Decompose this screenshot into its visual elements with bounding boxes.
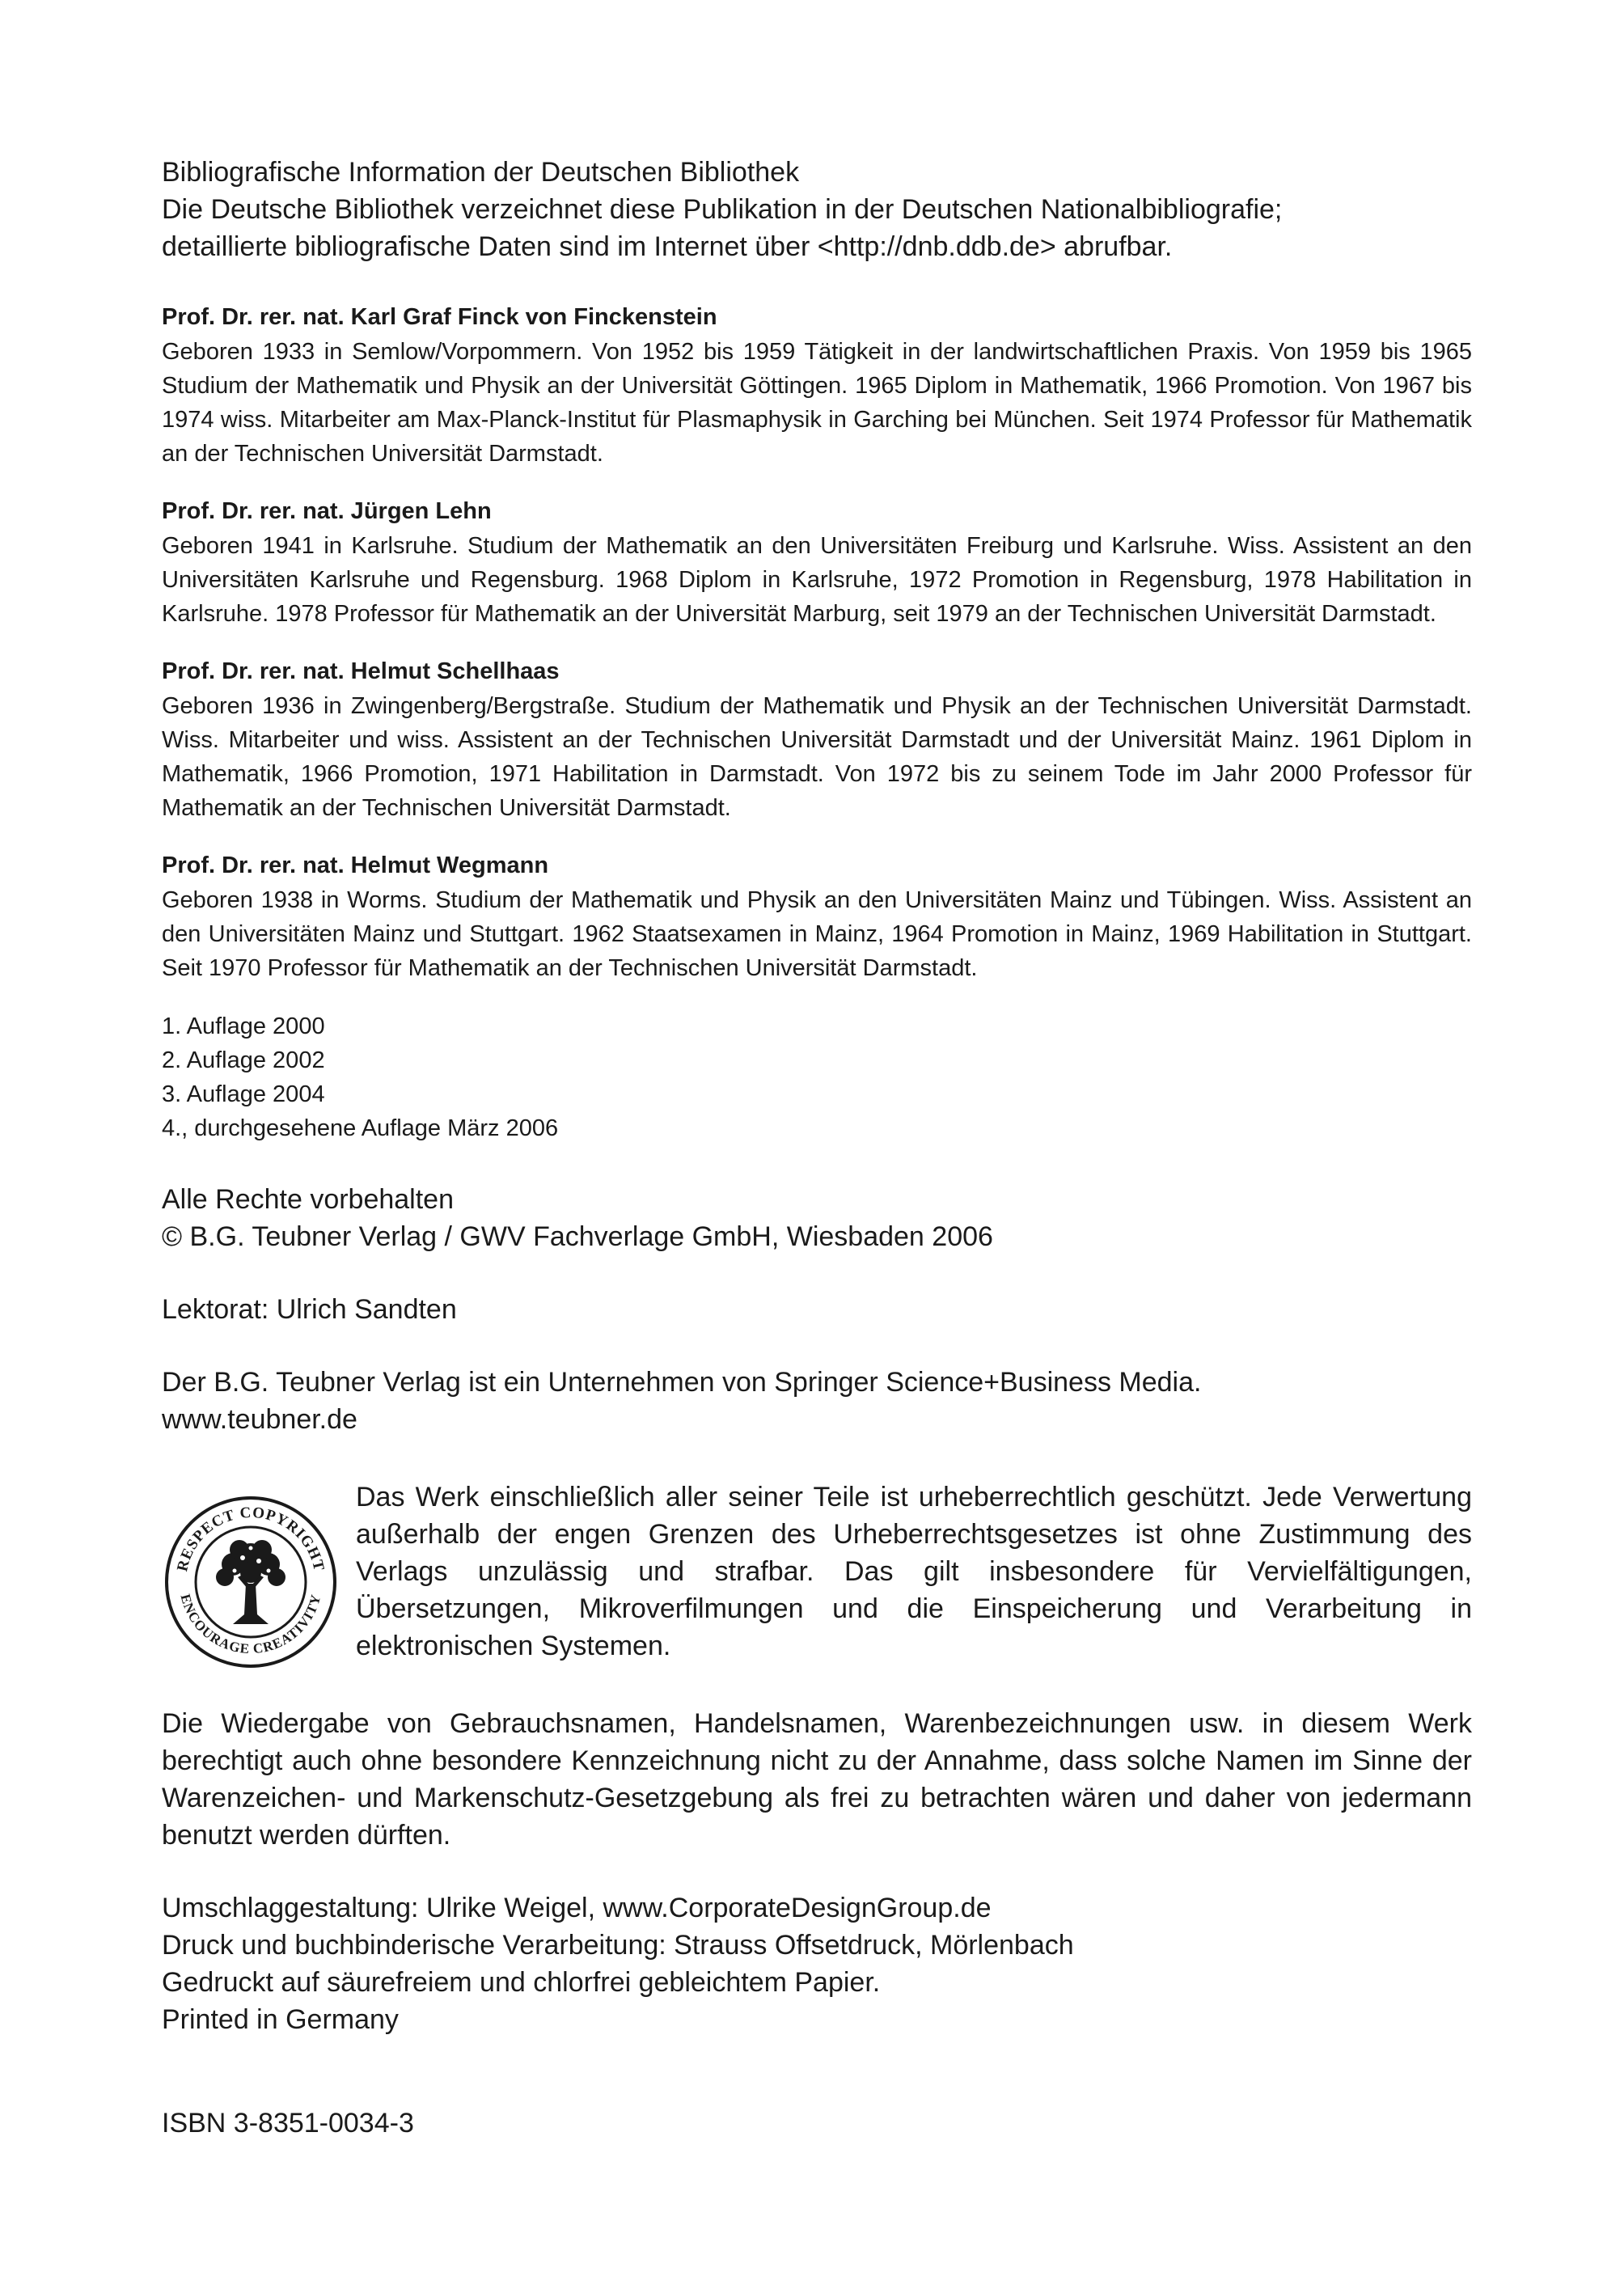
author-entry — [162, 849, 1472, 985]
isbn: ISBN 3-8351-0034-3 — [162, 2108, 414, 2139]
production-line: Printed in Germany — [162, 2004, 399, 2035]
author-name: Prof. Dr. rer. nat. Helmut Wegmann — [162, 852, 549, 878]
production-line: Gedruckt auf säurefreiem und chlorfrei gebleichtem Papier. — [162, 1967, 881, 1998]
author-entry — [162, 301, 1472, 471]
edition-list — [162, 1009, 1472, 1145]
author-entry — [162, 495, 1472, 631]
trademark-notice: Die Wiedergabe von Gebrauchsnamen, Handelsnamen, Warenbezeichnungen usw. in diesem Werk berechtigt auch ohne besondere Kennzeichnung nicht zu der Annahme, dass solche Namen im Sinne der Warenzeichen- und Markenschutz-Gesetzgebung als frei zu betrachten wären und daher von jedermann benutzt werden dürften. — [162, 1708, 1472, 1851]
rights-block — [162, 1181, 1472, 1255]
editor-block — [162, 1291, 1472, 1328]
edition-item: 3. Auflage 2004 — [162, 1081, 325, 1107]
publisher-url: www.teubner.de — [162, 1404, 357, 1435]
production-line: Umschlaggestaltung: Ulrike Weigel, www.CorporateDesignGroup.de — [162, 1893, 992, 1923]
copyright-line: © B.G. Teubner Verlag / GWV Fachverlage GmbH, Wiesbaden 2006 — [162, 1221, 993, 1252]
author-name: Prof. Dr. rer. nat. Jürgen Lehn — [162, 498, 492, 524]
copyright-notice: Das Werk einschließlich aller seiner Teile ist urheberrechtlich geschützt. Jede Verwertung außerhalb der engen Grenzen des Urheberrechtsgesetzes ist ohne Zustimmung des Verlags unzulässig und strafbar. Das gilt insbesondere für Vervielfältigungen, Übersetzungen, Mikroverfilmungen und die Einspeicherung und Verarbeitung in elektronischen Systemen. — [356, 1482, 1472, 1661]
author-bio: Geboren 1938 in Worms. Studium der Mathematik und Physik an den Universitäten Mainz und Tübingen. Wiss. Assistent an den Universitäten Mainz und Stuttgart. 1962 Staatsexamen in Mainz, 1964 Promotion in Mainz, 1969 Habilitation in Stuttgart. Seit 1970 Professor für Mathematik an der Technischen Universität Darmstadt. — [162, 887, 1472, 981]
seal-top-text: RESPECT COPYRIGHT — [174, 1504, 328, 1573]
production-line: Druck und buchbinderische Verarbeitung: Strauss Offsetdruck, Mörlenbach — [162, 1930, 1074, 1961]
author-name: Prof. Dr. rer. nat. Helmut Schellhaas — [162, 658, 560, 684]
editor-line: Lektorat: Ulrich Sandten — [162, 1294, 457, 1325]
rights-reserved: Alle Rechte vorbehalten — [162, 1184, 455, 1215]
tree-icon — [216, 1540, 285, 1624]
edition-item: 1. Auflage 2000 — [162, 1013, 325, 1039]
respect-copyright-seal-icon — [162, 1493, 340, 1671]
author-name: Prof. Dr. rer. nat. Karl Graf Finck von Finckenstein — [162, 304, 717, 330]
publisher-block — [162, 1364, 1472, 1438]
author-biographies — [162, 301, 1472, 985]
edition-item: 2. Auflage 2002 — [162, 1047, 325, 1073]
publisher-line: Der B.G. Teubner Verlag ist ein Unternehmen von Springer Science+Business Media. — [162, 1367, 1202, 1398]
edition-item: 4., durchgesehene Auflage März 2006 — [162, 1115, 559, 1141]
seal-bottom-text: ENCOURAGE CREATIVITY — [177, 1592, 324, 1657]
bibliographic-info — [162, 154, 1472, 265]
bib-line-description: Die Deutsche Bibliothek verzeichnet diese Publikation in der Deutschen Nationalbibliografie; — [162, 194, 1283, 225]
bib-line-url: detaillierte bibliografische Daten sind im Internet über <http://dnb.ddb.de> abrufbar. — [162, 231, 1173, 262]
bib-line-title: Bibliografische Information der Deutschen Bibliothek — [162, 157, 800, 188]
copyright-notice-row — [162, 1479, 1472, 1673]
author-bio: Geboren 1941 in Karlsruhe. Studium der Mathematik an den Universitäten Freiburg und Karlsruhe. Wiss. Assistent an den Universitäten Karlsruhe und Regensburg. 1968 Diplom in Karlsruhe, 1972 Promotion in Regensburg, 1978 Habilitation in Karlsruhe. 1978 Professor für Mathematik an der Universität Marburg, seit 1979 an der Technischen Universität Darmstadt. — [162, 533, 1472, 627]
production-block — [162, 1889, 1472, 2038]
imprint-page — [162, 154, 1472, 2038]
author-entry — [162, 655, 1472, 825]
author-bio: Geboren 1936 in Zwingenberg/Bergstraße. Studium der Mathematik und Physik an der Technischen Universität Darmstadt. Wiss. Mitarbeiter und wiss. Assistent an der Technischen Universität Darmstadt und der Universität Mainz. 1961 Diplom in Mathematik, 1966 Promotion, 1971 Habilitation in Darmstadt. Von 1972 bis zu seinem Tode im Jahr 2000 Professor für Mathematik an der Technischen Universität Darmstadt. — [162, 693, 1472, 821]
author-bio: Geboren 1933 in Semlow/Vorpommern. Von 1952 bis 1959 Tätigkeit in der landwirtschaftlichen Praxis. Von 1959 bis 1965 Studium der Mathematik und Physik an der Universität Göttingen. 1965 Diplom in Mathematik, 1966 Promotion. Von 1967 bis 1974 wiss. Mitarbeiter am Max-Planck-Institut für Plasmaphysik in Garching bei München. Seit 1974 Professor für Mathematik an der Technischen Universität Darmstadt. — [162, 339, 1472, 467]
